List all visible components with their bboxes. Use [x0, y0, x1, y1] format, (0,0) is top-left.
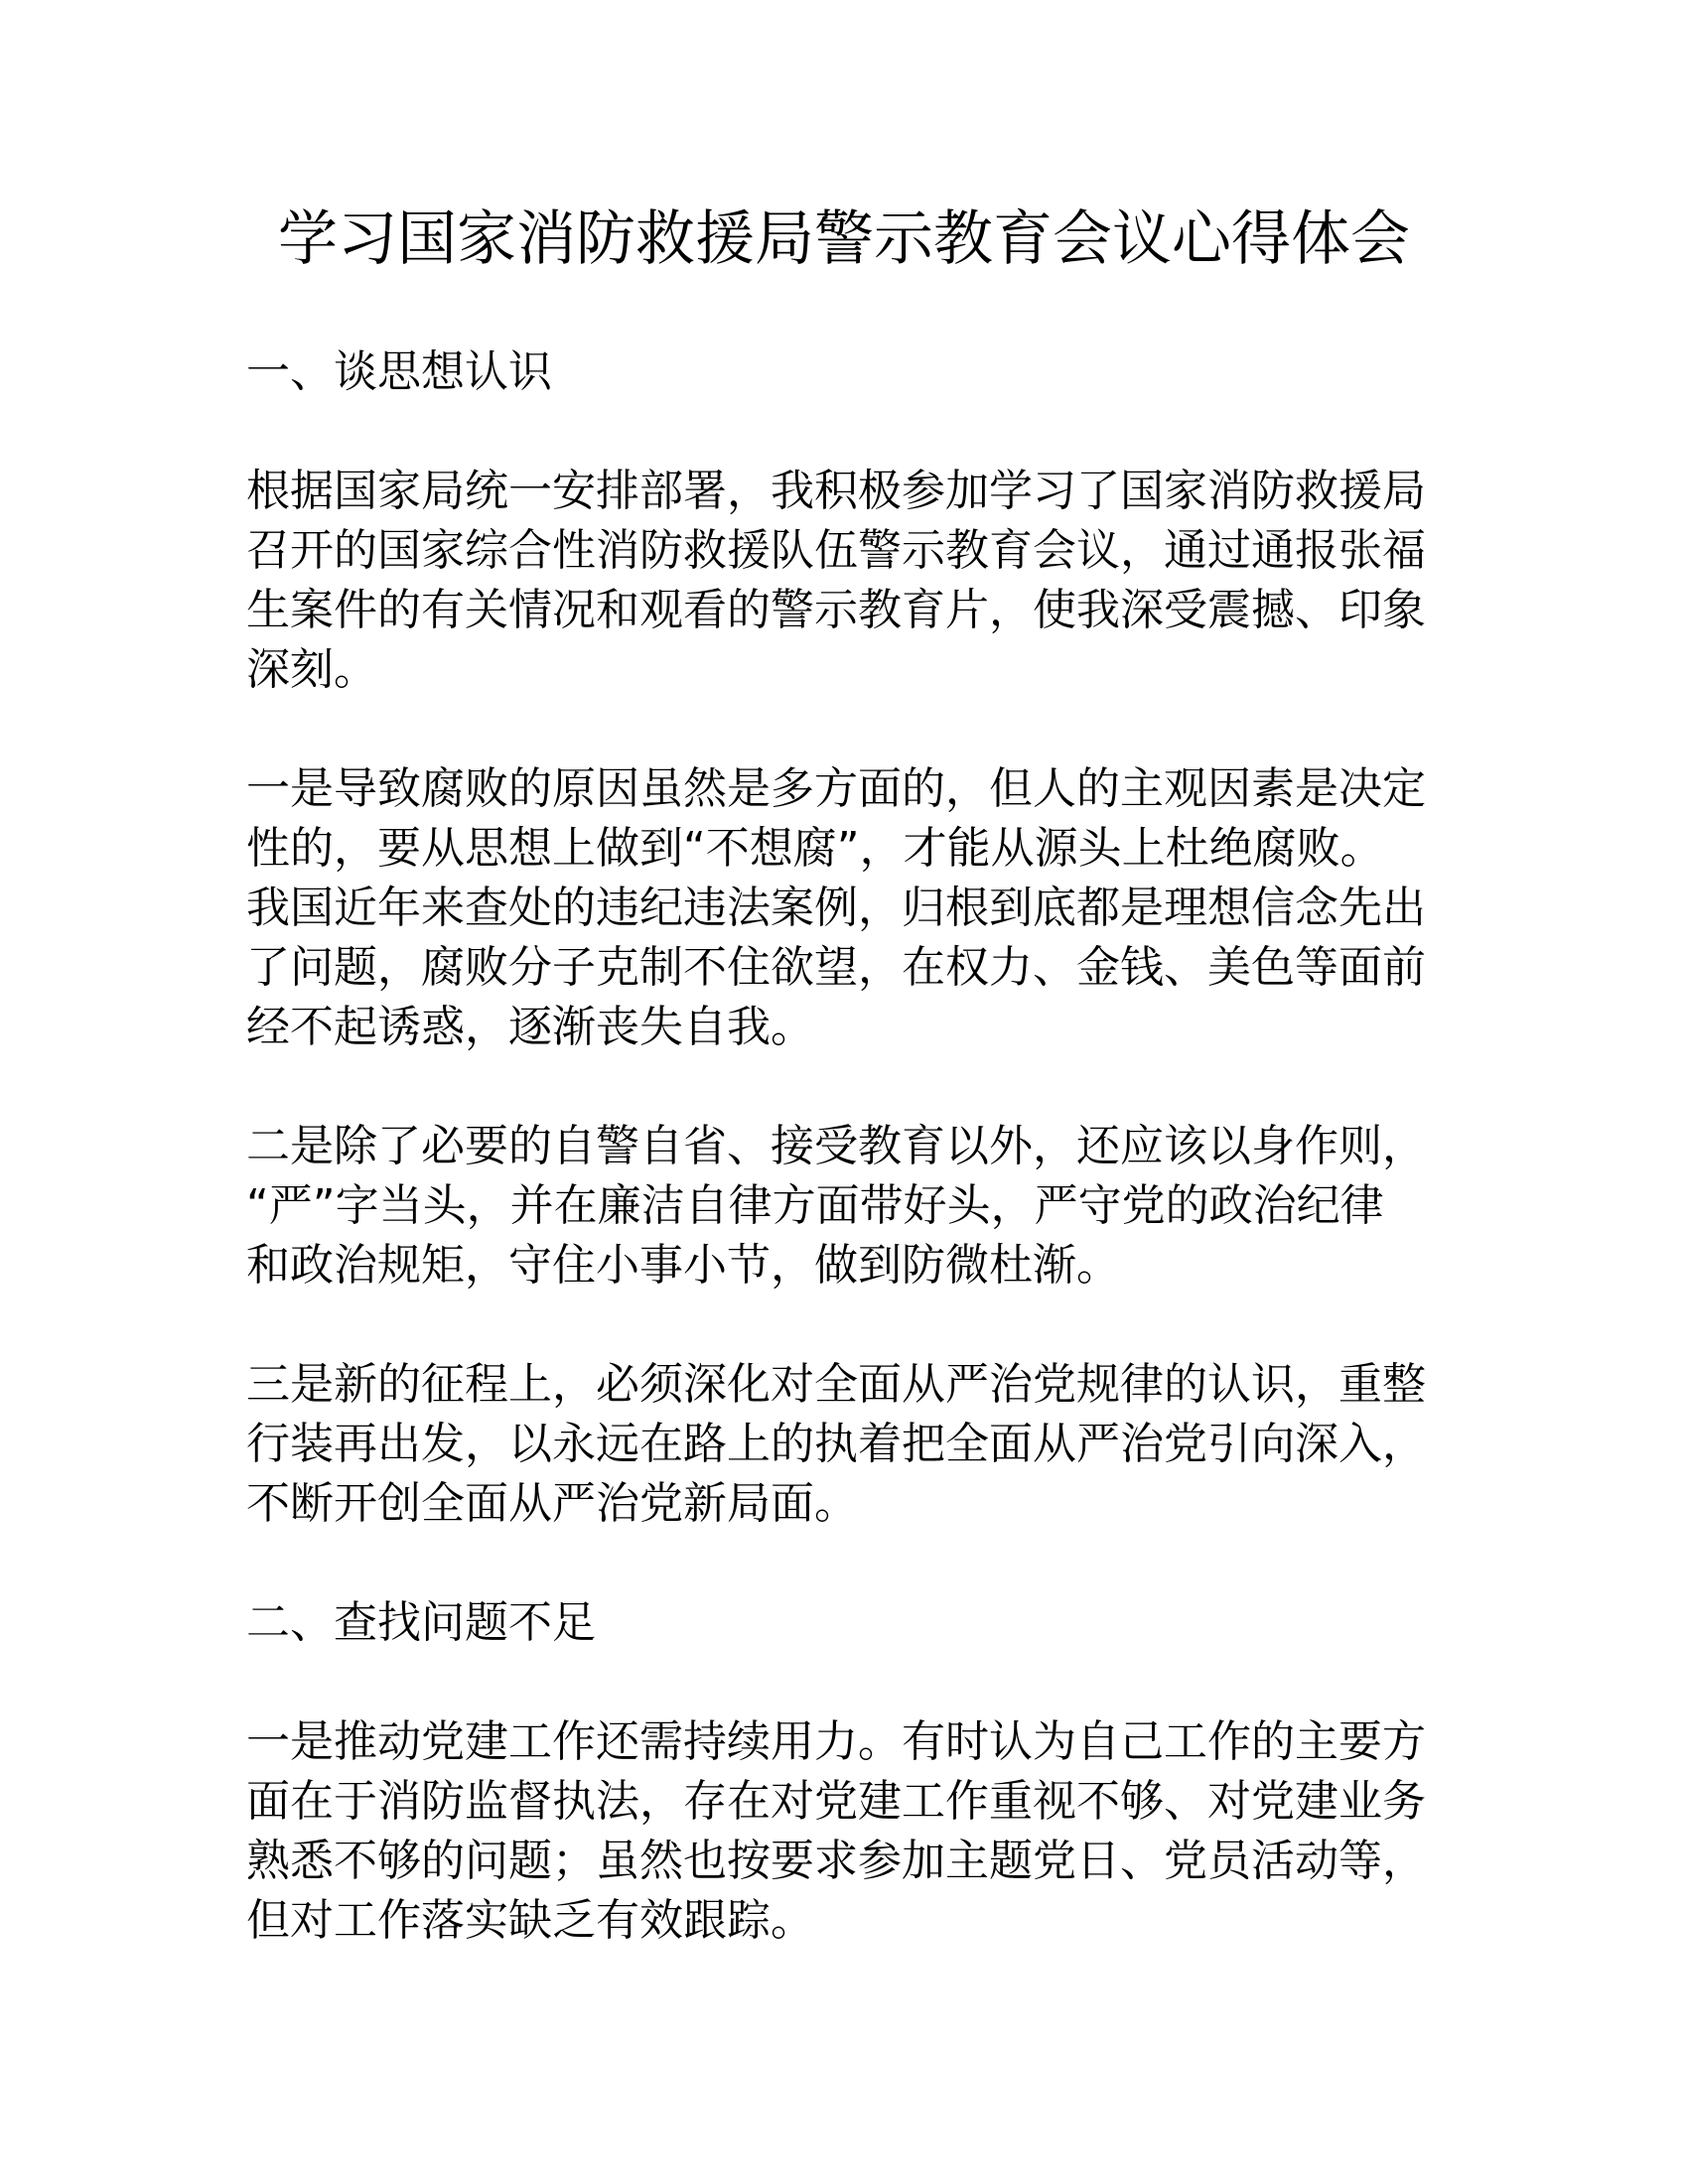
text-line: 一是推动党建工作还需持续用力。有时认为自己工作的主要方: [246, 1716, 1426, 1767]
text-line: 不断开创全面从严治党新局面。: [246, 1478, 858, 1529]
text-line: 一是导致腐败的原因虽然是多方面的，但人的主观因素是决定: [246, 763, 1426, 814]
text-line: 经不起诱惑，逐渐丧失自我。: [246, 1002, 814, 1052]
text-line: 深刻。: [246, 644, 377, 695]
text-line: 三是新的征程上，必须深化对全面从严治党规律的认识，重整: [246, 1359, 1426, 1410]
text-line: 性的，要从思想上做到“不想腐”，才能从源头上杜绝腐败。: [246, 823, 1384, 874]
paragraph-point-two: [246, 1117, 1448, 1296]
text-line: 二是除了必要的自警自省、接受教育以外，还应该以身作则，: [246, 1121, 1426, 1171]
text-line: 了问题，腐败分子克制不住欲望，在权力、金钱、美色等面前: [246, 942, 1426, 993]
text-line: 熟悉不够的问题；虽然也按要求参加主题党日、党员活动等，: [246, 1836, 1426, 1886]
text-line: 生案件的有关情况和观看的警示教育片，使我深受震撼、印象: [246, 585, 1426, 635]
text-line: 行装再出发，以永远在路上的执着把全面从严治党引向深入，: [246, 1419, 1426, 1469]
text-line: 召开的国家综合性消防救援队伍警示教育会议，通过通报张福: [246, 525, 1426, 576]
document-body: [246, 342, 1448, 2010]
text-line: 但对工作落实缺乏有效跟踪。: [246, 1895, 814, 1946]
paragraph-intro: [246, 462, 1448, 700]
text-line: 面在于消防监督执法，存在对党建工作重视不够、对党建业务: [246, 1776, 1426, 1827]
paragraph-point-one: [246, 759, 1448, 1057]
document-title: 学习国家消防救援局警示教育会议心得体会: [278, 205, 1410, 274]
paragraph-problem-one: [246, 1712, 1448, 1951]
text-line: 我国近年来查处的违纪违法案例，归根到底都是理想信念先出: [246, 883, 1426, 933]
section-heading-thoughts: 一、谈思想认识: [246, 346, 552, 397]
text-line: 和政治规矩，守住小事小节，做到防微杜渐。: [246, 1240, 1120, 1291]
section-heading-problems: 二、查找问题不足: [246, 1597, 596, 1648]
text-line: 根据国家局统一安排部署，我积极参加学习了国家消防救援局: [246, 466, 1426, 516]
paragraph-point-three: [246, 1355, 1448, 1534]
text-line: “严”字当头，并在廉洁自律方面带好头，严守党的政治纪律: [246, 1180, 1384, 1231]
